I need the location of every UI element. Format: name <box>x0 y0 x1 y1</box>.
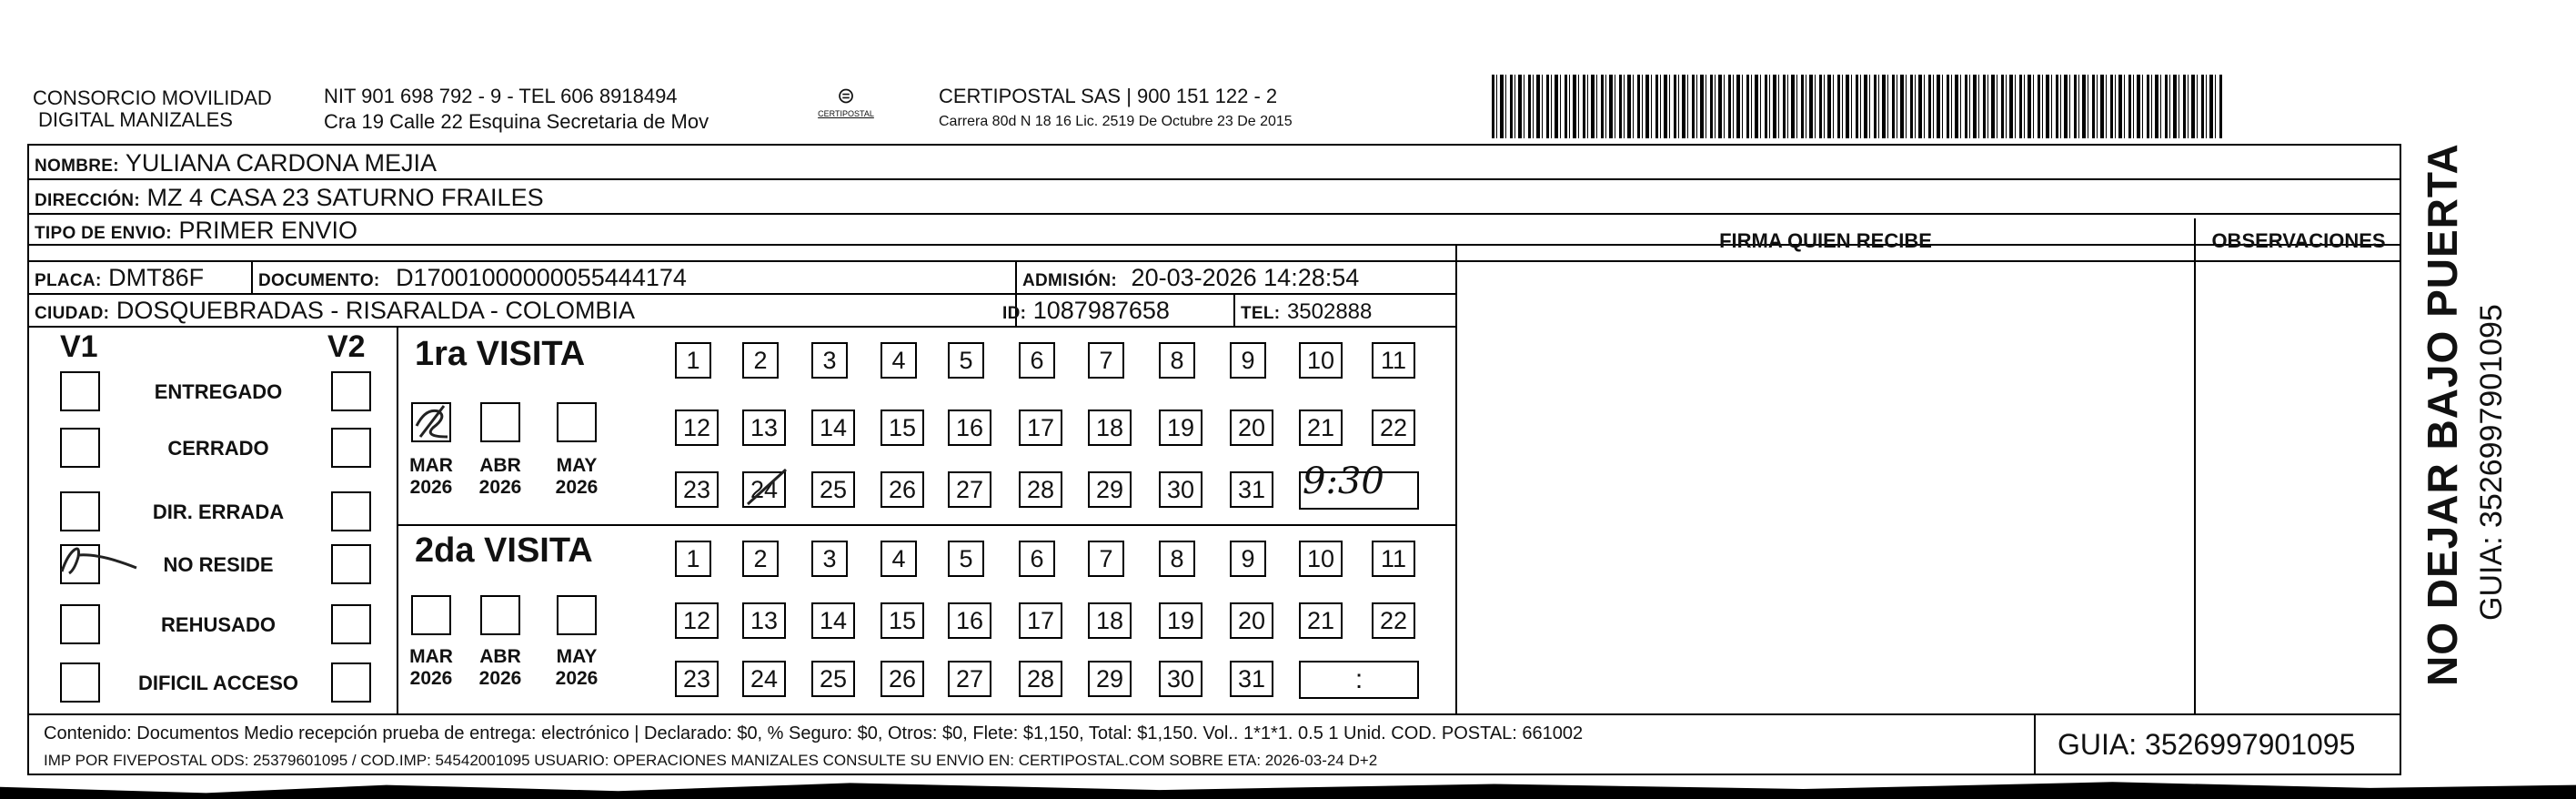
observaciones-header: OBSERVACIONES <box>2211 229 2386 252</box>
day-box[interactable]: 21 <box>1299 410 1343 446</box>
documento-value: D17001000000055444174 <box>396 264 687 291</box>
id-label: ID: <box>1002 304 1027 323</box>
admision-field <box>1022 262 1359 297</box>
tel-label: TEL: <box>1241 304 1281 323</box>
day-box[interactable]: 4 <box>880 541 917 577</box>
day-box[interactable]: 16 <box>948 602 991 639</box>
day-box[interactable]: 28 <box>1019 661 1062 697</box>
handwritten-time: 9:30 <box>1303 460 1384 502</box>
day-box[interactable]: 23 <box>675 471 719 508</box>
month-label: ABR <box>479 455 521 476</box>
day-box[interactable]: 4 <box>880 342 917 379</box>
side-guia: GUIA: 3526997901095 <box>2474 304 2509 621</box>
day-box[interactable]: 8 <box>1159 342 1195 379</box>
footer-guia: GUIA: 3526997901095 <box>2058 728 2356 761</box>
day-box[interactable]: 25 <box>811 471 855 508</box>
day-box[interactable]: 28 <box>1019 471 1062 508</box>
address-line: Cra 19 Calle 22 Esquina Secretaria de Mov <box>324 110 709 133</box>
day-box[interactable]: 10 <box>1299 541 1343 577</box>
id-value: 1087987658 <box>1032 297 1170 324</box>
nit-line: NIT 901 698 792 - 9 - TEL 606 8918494 <box>324 85 678 107</box>
handwritten-mark-mar <box>411 400 457 446</box>
firma-header: FIRMA QUIEN RECIBE <box>1719 229 1932 252</box>
documento-field <box>258 262 687 297</box>
day-box[interactable]: 27 <box>948 471 991 508</box>
day-box[interactable]: 15 <box>880 410 924 446</box>
day-box[interactable]: 13 <box>742 410 786 446</box>
footer-divider <box>27 713 2401 715</box>
handwritten-mark-day-24 <box>744 468 790 508</box>
v2-checkbox[interactable] <box>331 371 371 411</box>
day-box[interactable]: 24 <box>742 661 786 697</box>
day-box[interactable]: 27 <box>948 661 991 697</box>
direccion-value: MZ 4 CASA 23 SATURNO FRAILES <box>146 184 544 211</box>
day-box[interactable]: 25 <box>811 661 855 697</box>
day-box[interactable]: 31 <box>1230 471 1273 508</box>
year-label: 2026 <box>478 668 522 689</box>
cell-divider <box>1233 293 1235 326</box>
day-box[interactable]: 19 <box>1159 410 1202 446</box>
footer-guia-divider <box>2034 713 2036 775</box>
year-label: 2026 <box>555 477 599 498</box>
placa-value: DMT86F <box>108 264 205 291</box>
documento-label: DOCUMENTO: <box>258 271 380 290</box>
day-box[interactable]: 3 <box>811 541 848 577</box>
day-box[interactable]: 19 <box>1159 602 1202 639</box>
carrier-logo <box>800 84 891 138</box>
day-box[interactable]: 8 <box>1159 541 1195 577</box>
carrier-license-line: Carrera 80d N 18 16 Lic. 2519 De Octubre 23 De 2015 <box>939 114 1293 129</box>
day-box[interactable]: 14 <box>811 602 855 639</box>
day-box[interactable]: 14 <box>811 410 855 446</box>
day-box[interactable]: 3 <box>811 342 848 379</box>
day-box[interactable]: 30 <box>1159 471 1202 508</box>
day-box[interactable]: 6 <box>1019 342 1055 379</box>
month-checkbox[interactable] <box>557 402 597 442</box>
v1-checkbox[interactable] <box>60 662 100 703</box>
v1-checkbox[interactable] <box>60 604 100 644</box>
company-line2: DIGITAL MANIZALES <box>38 108 233 131</box>
visit1-title: 1ra VISITA <box>415 335 586 373</box>
placa-label: PLACA: <box>35 271 102 290</box>
visit2-title: 2da VISITA <box>415 531 593 570</box>
nombre-field <box>35 147 437 182</box>
admision-value: 20-03-2026 14:28:54 <box>1131 264 1360 291</box>
day-box[interactable]: 1 <box>675 541 711 577</box>
cell-divider <box>251 260 253 293</box>
month-checkbox[interactable] <box>411 595 451 635</box>
day-box[interactable]: 7 <box>1088 541 1124 577</box>
day-box[interactable]: 30 <box>1159 661 1202 697</box>
direccion-field <box>35 182 544 217</box>
impresion-line: IMP POR FIVEPOSTAL ODS: 25379601095 / COD.IMP: 54542001095 USUARIO: OPERACIONES MANIZALES CONSULTE SU ENVIO EN: CERTIPOSTAL.COM SOBRE ETA: 2026-03-24 D+2 <box>44 752 1378 769</box>
contenido-line: Contenido: Documentos Medio recepción prueba de entrega: electrónico | Declarado: $0, % Seguro: $0, Otros: $0, Flete: $1,150, Total: $1,150. Vol.. 1*1*1. 0.5 1 Unid. COD. POSTAL: 661002 <box>44 723 1584 743</box>
time-box[interactable]: : <box>1299 661 1419 699</box>
v1-checkbox[interactable] <box>60 428 100 468</box>
day-box[interactable]: 31 <box>1230 661 1273 697</box>
month-checkbox[interactable] <box>557 595 597 635</box>
carrier-name-line: CERTIPOSTAL SAS | 900 151 122 - 2 <box>939 85 1278 107</box>
logo-text: CERTIPOSTAL <box>818 109 874 118</box>
no-dejar-warning: NO DEJAR BAJO PUERTA <box>2419 143 2466 686</box>
logo-mark-icon: ⊜ <box>836 84 856 108</box>
day-box[interactable]: 11 <box>1372 342 1415 379</box>
firma-area[interactable] <box>1457 262 2194 713</box>
day-box[interactable]: 9 <box>1230 342 1266 379</box>
day-box[interactable]: 20 <box>1230 410 1273 446</box>
v2-checkbox[interactable] <box>331 662 371 703</box>
day-box[interactable]: 24 <box>742 471 786 508</box>
day-box[interactable]: 12 <box>675 410 719 446</box>
v1-header: V1 <box>60 329 98 364</box>
day-box[interactable]: 18 <box>1088 410 1132 446</box>
visit-divider <box>397 524 1455 526</box>
day-box[interactable]: 20 <box>1230 602 1273 639</box>
v2-checkbox[interactable] <box>331 604 371 644</box>
day-box[interactable]: 26 <box>880 661 924 697</box>
v1-checkbox[interactable] <box>60 371 100 411</box>
day-box[interactable]: 13 <box>742 602 786 639</box>
month-label: MAR <box>409 646 453 667</box>
v2-header: V2 <box>327 329 366 364</box>
status-label: CERRADO <box>167 437 269 460</box>
month-label: MAR <box>409 455 453 476</box>
month-checkbox[interactable] <box>480 595 520 635</box>
day-box[interactable]: 23 <box>675 661 719 697</box>
company-line1: CONSORCIO MOVILIDAD <box>33 86 272 109</box>
tel-value: 3502888 <box>1286 299 1373 324</box>
status-label: ENTREGADO <box>154 380 283 403</box>
day-box[interactable]: 6 <box>1019 541 1055 577</box>
month-checkbox[interactable] <box>480 402 520 442</box>
v2-checkbox[interactable] <box>331 491 371 531</box>
day-box[interactable]: 29 <box>1088 661 1132 697</box>
day-box[interactable]: 12 <box>675 602 719 639</box>
ciudad-field <box>35 295 635 329</box>
company-name <box>33 87 272 131</box>
day-box[interactable]: 16 <box>948 410 991 446</box>
observaciones-area[interactable] <box>2196 262 2401 713</box>
day-box[interactable]: 5 <box>948 541 984 577</box>
tipo-envio-value: PRIMER ENVIO <box>178 217 357 244</box>
day-box[interactable]: 17 <box>1019 602 1062 639</box>
status-label: NO RESIDE <box>163 553 274 576</box>
day-box[interactable]: 15 <box>880 602 924 639</box>
admision-label: ADMISIÓN: <box>1022 271 1118 290</box>
status-label: DIR. ERRADA <box>152 501 285 523</box>
section-divider <box>397 326 398 713</box>
month-label: MAY <box>556 646 598 667</box>
tipo-envio-field <box>35 217 357 248</box>
day-box[interactable]: 1 <box>675 342 711 379</box>
ciudad-label: CIUDAD: <box>35 304 110 323</box>
year-label: 2026 <box>478 477 522 498</box>
barcode <box>1492 75 2223 138</box>
year-label: 2026 <box>409 477 453 498</box>
day-box[interactable]: 17 <box>1019 410 1062 446</box>
handwritten-check-no-reside <box>55 537 155 582</box>
month-label: MAY <box>556 455 598 476</box>
v2-checkbox[interactable] <box>331 428 371 468</box>
day-box[interactable]: 22 <box>1372 602 1415 639</box>
tipo-envio-label: TIPO DE ENVIO: <box>35 224 172 243</box>
year-label: 2026 <box>409 668 453 689</box>
day-box[interactable]: 21 <box>1299 602 1343 639</box>
month-label: ABR <box>479 646 521 667</box>
day-box[interactable]: 29 <box>1088 471 1132 508</box>
day-box[interactable]: 10 <box>1299 342 1343 379</box>
v2-checkbox[interactable] <box>331 544 371 584</box>
placa-field <box>35 262 204 297</box>
carrier-info <box>939 84 1293 135</box>
nombre-label: NOMBRE: <box>35 157 119 176</box>
day-box[interactable]: 5 <box>948 342 984 379</box>
nombre-value: YULIANA CARDONA MEJIA <box>125 149 437 177</box>
day-box[interactable]: 11 <box>1372 541 1415 577</box>
direccion-label: DIRECCIÓN: <box>35 191 140 210</box>
year-label: 2026 <box>555 668 599 689</box>
torn-edge <box>0 779 2576 799</box>
day-box[interactable]: 22 <box>1372 410 1415 446</box>
v1-checkbox[interactable] <box>60 491 100 531</box>
company-contact <box>324 84 709 135</box>
day-box[interactable]: 18 <box>1088 602 1132 639</box>
day-box[interactable]: 2 <box>742 342 779 379</box>
day-box[interactable]: 2 <box>742 541 779 577</box>
id-field <box>1002 295 1170 329</box>
status-label: DIFICIL ACCESO <box>137 672 298 694</box>
day-box[interactable]: 9 <box>1230 541 1266 577</box>
ciudad-value: DOSQUEBRADAS - RISARALDA - COLOMBIA <box>116 297 635 324</box>
day-box[interactable]: 7 <box>1088 342 1124 379</box>
status-label: REHUSADO <box>161 613 276 636</box>
tel-field <box>1241 295 1372 329</box>
day-box[interactable]: 26 <box>880 471 924 508</box>
